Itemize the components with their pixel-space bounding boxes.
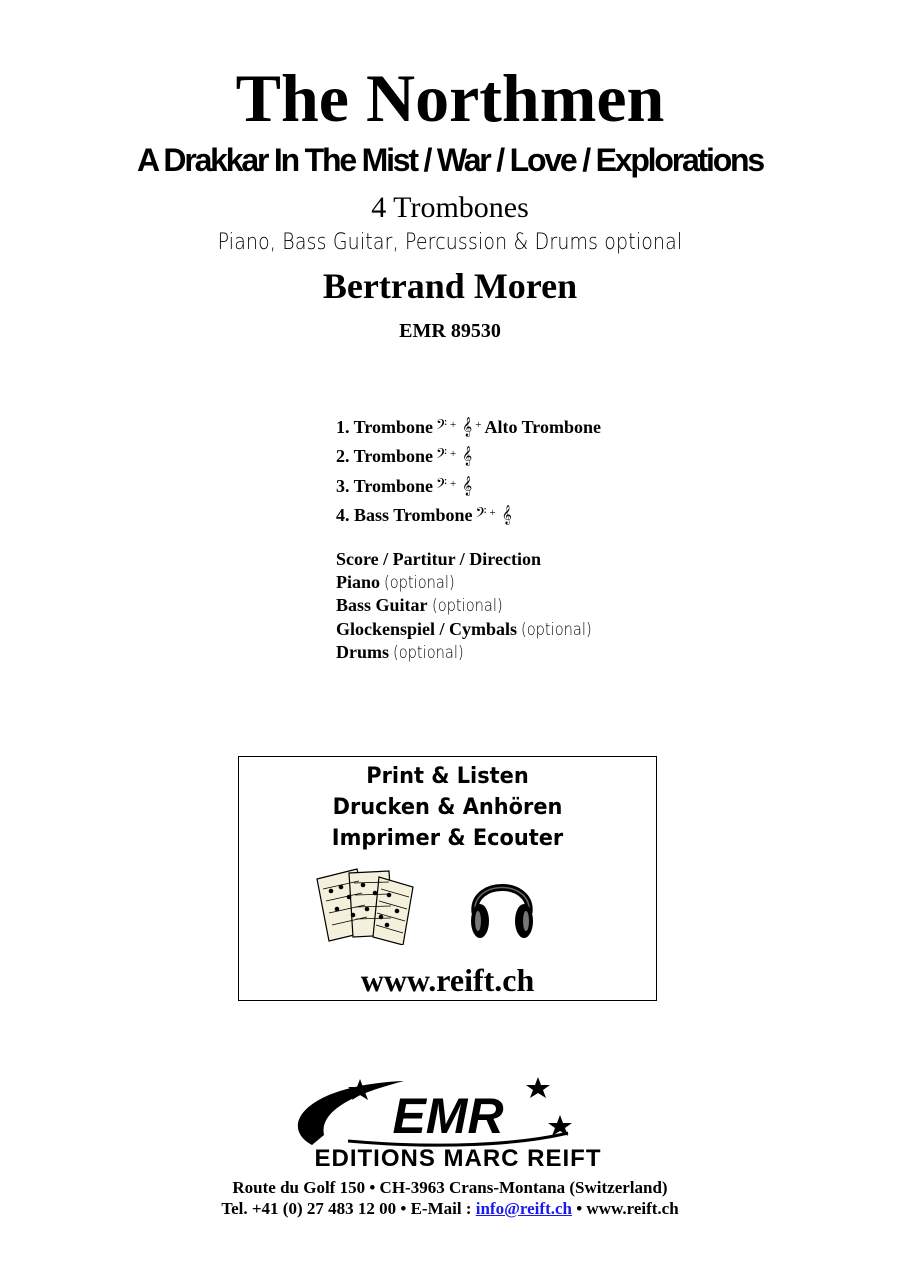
page-title: The Northmen [235,60,665,136]
treble-clef-icon: 𝄞 [462,416,473,436]
content-item-score: Score / Partitur / Direction [336,549,541,569]
promo-line-en: Print & Listen [366,764,529,789]
contents-list [336,548,603,665]
email-link[interactable]: info@reift.ch [475,1199,572,1218]
promo-line-de: Drucken & Anhören [332,795,563,820]
part-label: 2. Trombone [336,446,434,467]
bass-clef-icon: 𝄢 [436,446,447,466]
promo-line-fr: Imprimer & Ecouter [331,826,564,851]
part-label: 4. Bass Trombone [336,505,473,526]
instrumentation: 4 Trombones [371,191,529,224]
website-url[interactable]: www.reift.ch [360,962,535,998]
telephone: Tel. +41 (0) 27 483 12 00 • E-Mail : [221,1199,472,1218]
part-4 [336,501,601,531]
part-suffix: Alto Trombone [484,416,601,437]
bass-clef-icon: 𝄢 [436,416,447,436]
content-item-glockenspiel: Glockenspiel / Cymbals (optional) [336,618,592,640]
page-subtitle: A Drakkar In The Mist / War / Love / Explorations [137,142,763,178]
logo-text: EMR [392,1088,504,1144]
composer-name: Bertrand Moren [322,266,578,306]
plus-sign: + [475,418,482,431]
catalog-number: EMR 89530 [399,320,501,342]
publisher-address-block [0,1177,900,1219]
part-2 [336,442,601,472]
content-item-piano: Piano (optional) [336,571,455,593]
content-item-drums: Drums (optional) [336,642,464,664]
part-1 [336,412,601,442]
emr-logo [238,1075,678,1170]
parts-list [336,412,601,530]
sheet-music-icon [313,865,423,945]
treble-clef-icon: 𝄞 [462,446,473,466]
plus-sign: + [489,507,496,520]
bass-clef-icon: 𝄢 [436,475,447,495]
website-link[interactable]: • www.reift.ch [576,1199,679,1218]
plus-sign: + [449,448,457,461]
print-listen-box [238,756,657,1001]
content-item-bass-guitar: Bass Guitar (optional) [336,595,503,617]
plus-sign: + [449,418,457,431]
treble-clef-icon: 𝄞 [501,505,512,525]
optional-instruments: Piano, Bass Guitar, Percussion & Drums optional [217,230,683,255]
plus-sign: + [449,477,457,490]
publisher-address: Route du Golf 150 • CH-3963 Crans-Montana (Switzerland) [232,1178,668,1197]
logo-publisher-name: EDITIONS MARC REIFT [314,1145,602,1170]
publisher-contact [0,1198,900,1219]
bass-clef-icon: 𝄢 [475,505,487,525]
part-3 [336,471,601,501]
treble-clef-icon: 𝄞 [462,475,473,495]
part-label: 3. Trombone [336,475,434,496]
part-label: 1. Trombone [336,416,434,437]
headphones-icon [467,865,537,943]
